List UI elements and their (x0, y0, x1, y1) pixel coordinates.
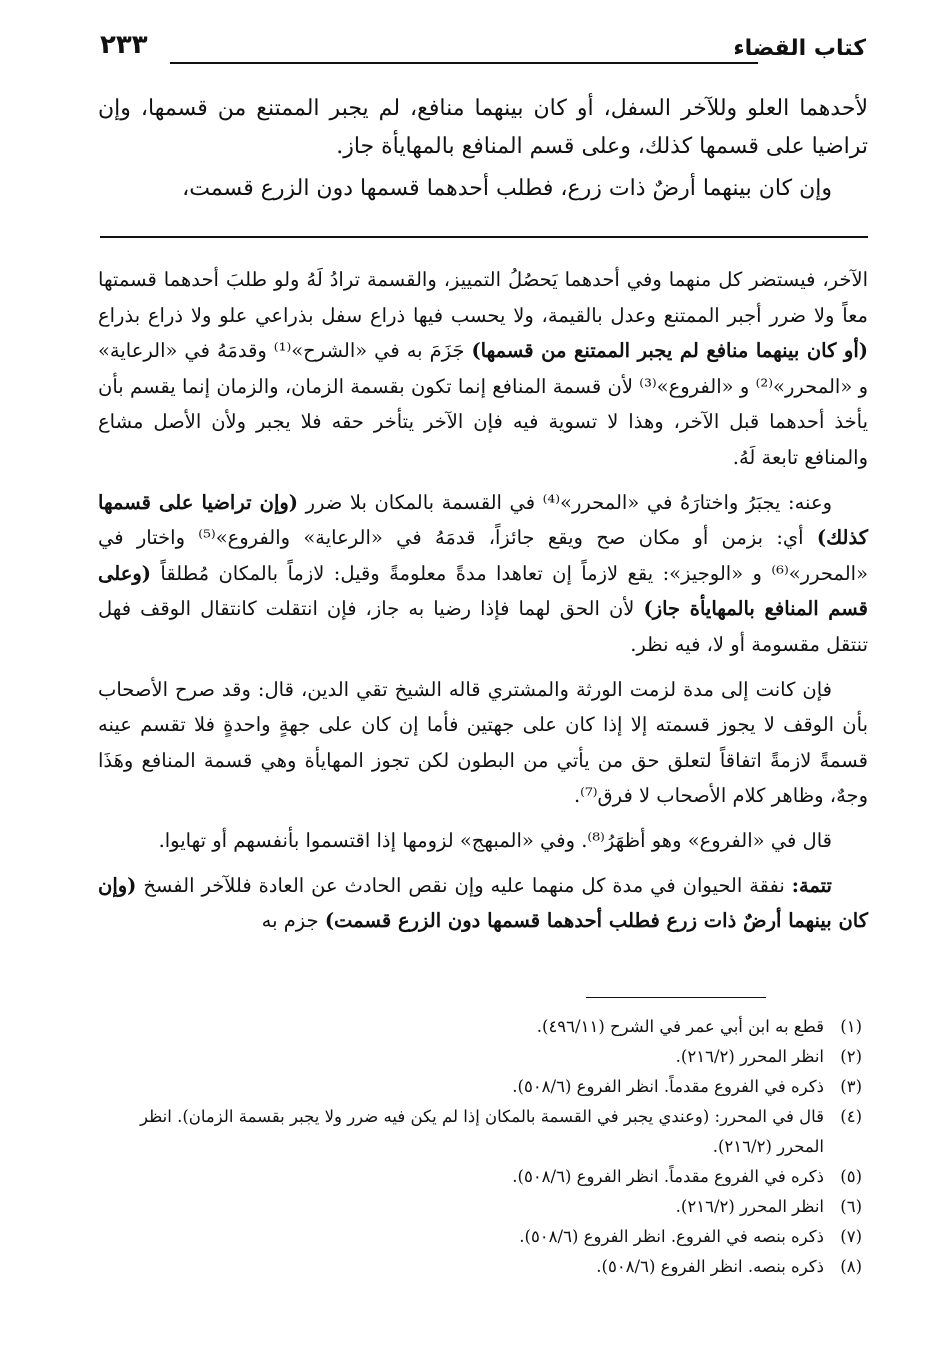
footnote-text: قطع به ابن أبي عمر في الشرح (٤٩٦/١١). (536, 1017, 824, 1036)
header-rule (170, 62, 758, 64)
footnote-text: ذكره بنصه في الفروع. انظر الفروع (٥٠٨/٦). (519, 1227, 824, 1246)
matn-paragraph: لأحدهما العلو وللآخر السفل، أو كان بينهما منافع، لم يجبر الممتنع من قسمها، وإن تراضيا على قسمها كذلك، وعلى قسم المنافع بالمهايأة جاز. (98, 96, 868, 159)
matn-quote: (وعلى قسم المنافع بالمهايأة جاز) (98, 561, 868, 621)
footnote (98, 1192, 862, 1222)
footnote-number: (٨) (840, 1257, 862, 1276)
footnote-number: (٢) (840, 1047, 862, 1066)
commentary-paragraph: فإن كانت إلى مدة لزمت الورثة والمشتري قاله الشيخ تقي الدين، قال: وقد صرح الأصحاب بأن الوقف لا يجوز قسمته إلا إذا كان على جهتين فأما إن كان على جهةٍ واحدةٍ فلا تقسم عينه قسمةً لازمةً اتفاقاً لتعلق حق من يأتي من البطون لكن تجوز المهايأة وهي قسمة المنافع وهَذَا وجهٌ، وظاهر كلام الأصحاب لا فرق⁽⁷⁾. (98, 677, 868, 808)
footnote-number: (٦) (840, 1197, 862, 1216)
commentary-paragraph: قال في «الفروع» وهو أظهَرُ⁽⁸⁾. وفي «المبهج» لزومها إذا اقتسموا بأنفسهم أو تهايوا. (158, 828, 832, 852)
footnote-number: (١) (840, 1017, 862, 1036)
matn-separator (100, 236, 868, 238)
footnote (98, 1102, 862, 1162)
footnote-text: انظر المحرر (٢١٦/٢). (675, 1047, 824, 1066)
footnote-text: ذكره بنصه. انظر الفروع (٥٠٨/٦). (596, 1257, 824, 1276)
footnote (98, 1222, 862, 1252)
footnote-number: (٧) (840, 1227, 862, 1246)
commentary-text-run: وعنه: يجبَرُ واختارَهُ في «المحرر»⁽⁴⁾ في القسمة بالمكان بلا ضرر (298, 490, 832, 514)
tatimma-label: تتمة: (791, 873, 832, 897)
book-title: كتاب القضاء (733, 36, 866, 61)
commentary-paragraph (98, 262, 868, 476)
footnote (98, 1252, 862, 1282)
footnote-text: قال في المحرر: (وعندي يجبر في القسمة بالمكان إذا لم يكن فيه ضرر ولا يجبر بقسمة الزمان). انظر المحرر (٢١٦/٢). (140, 1107, 824, 1156)
matn-paragraph: وإن كان بينهما أرضٌ ذات زرع، فطلب أحدهما قسمها دون الزرع قسمت، (182, 176, 832, 201)
commentary-text-run: جَزَمَ به في «الشرح»⁽¹⁾ وقدمَهُ في «الرعاية» و «المحرر»⁽²⁾ و «الفروع»⁽³⁾ لأن قسمة المنافع إنما تكون بقسمة الزمان، والزمان إنما يقسم بأن يأخذ أحدهما قبل الآخر، وهذا لا تسوية فيه فإن الآخر يتأخر حقه فلا يجبر ولأن الأصل مشاع والمنافع تابعة لَهُ. (98, 339, 869, 469)
footnote-text: انظر المحرر (٢١٦/٢). (675, 1197, 824, 1216)
commentary-text-run: أي: بزمن أو مكان صح ويقع جائزاً، قدمَهُ في «الرعاية» والفروع»⁽⁵⁾ واختار في «المحرر»⁽⁶⁾ و «الوجيز»: يقع لازماً إن تعاهدا مدةً معلومةً وقيل: لازماً بالمكان مُطلقاً (98, 526, 868, 585)
footnote (98, 1012, 862, 1042)
footnote-number: (٥) (840, 1167, 862, 1186)
footnote-text: ذكره في الفروع مقدماً. انظر الفروع (٥٠٨/٦). (512, 1167, 824, 1186)
footnote-text: ذكره في الفروع مقدماً. انظر الفروع (٥٠٨/٦). (512, 1077, 824, 1096)
commentary-paragraph (98, 485, 868, 663)
footnote-number: (٣) (840, 1077, 862, 1096)
footnote (98, 1162, 862, 1192)
matn-quote: (وإن تراضيا على قسمها كذلك) (98, 490, 868, 550)
commentary-text-run: نفقة الحيوان في مدة كل منهما عليه وإن نقص الحادث عن العادة فللآخر الفسخ (136, 873, 792, 897)
commentary-text-run: جزم به (261, 909, 325, 933)
commentary-text (98, 262, 868, 948)
footnote (98, 1042, 862, 1072)
page-header (100, 30, 866, 74)
matn-text (98, 90, 868, 212)
footnotes (98, 1012, 862, 1282)
page-number: ٢٣٣ (100, 30, 148, 60)
commentary-text-run: لأن الحق لهما فإذا رضيا به جاز، فإن انتقلت كانتقال الوقف فهل تنتقل مقسومة أو لا، فيه نظر. (98, 597, 868, 656)
footnote (98, 1072, 862, 1102)
commentary-text-run: الآخر، فيستضر كل منهما وفي أحدهما يَحصُلُ التمييز، والقسمة ترادُ لَهُ ولو طلبَ أحدهما قسمتها معاً ولا ضرر أجبر الممتنع وعدل بالقيمة، ولا يحسب فيها ذراع سفل بذراعي علو ولا ذراع بذراع (98, 268, 868, 327)
commentary-paragraph (98, 868, 868, 939)
footnote-separator (586, 997, 766, 998)
matn-quote: (أو كان بينهما منافع لم يجبر الممتنع من قسمها) (471, 339, 868, 363)
matn-quote: (وإن كان بينهما أرضٌ ذات زرع فطلب أحدهما قسمها دون الزرع قسمت) (98, 873, 868, 933)
footnote-number: (٤) (840, 1107, 862, 1126)
